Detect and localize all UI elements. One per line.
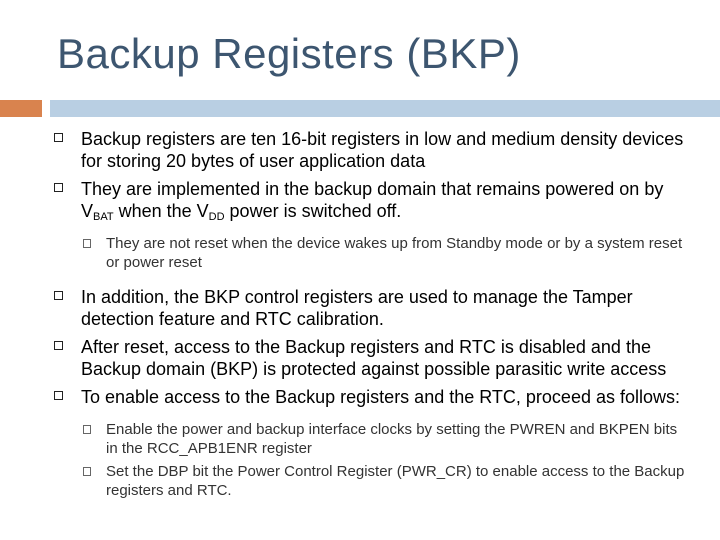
sub-bullet-text: Set the DBP bit the Power Control Register (PWR_CR) to enable access to the Backup registers and RTC. bbox=[106, 463, 685, 499]
sub-bullet-text: Enable the power and backup interface clocks by setting the PWREN and BKPEN bits in the RCC_APB1ENR register bbox=[106, 421, 678, 457]
bullet-item bbox=[0, 178, 720, 222]
square-bullet-icon bbox=[54, 183, 63, 192]
sub-bullet-item bbox=[0, 234, 720, 272]
bullet-item bbox=[0, 286, 720, 330]
bullet-text: They are implemented in the backup domain that remains powered on by V bbox=[81, 179, 664, 221]
bullet-item bbox=[0, 128, 720, 172]
bullet-text: when the V bbox=[113, 201, 209, 221]
square-sub-bullet-icon bbox=[83, 467, 91, 476]
bullet-text: power is switched off. bbox=[224, 201, 402, 221]
bullet-item bbox=[0, 336, 720, 380]
square-bullet-icon bbox=[54, 341, 63, 350]
sub-bullet-item bbox=[0, 420, 720, 458]
bullet-text: After reset, access to the Backup registers and RTC is disabled and the Backup domain (BKP) is protected against possible parasitic write access bbox=[81, 337, 667, 379]
bullet-text: Backup registers are ten 16-bit registers in low and medium density devices for storing 20 bytes of user application data bbox=[81, 129, 684, 171]
subscript-dd: DD bbox=[208, 211, 225, 223]
bullet-text: In addition, the BKP control registers are used to manage the Tamper detection feature and RTC calibration. bbox=[81, 287, 633, 329]
square-sub-bullet-icon bbox=[83, 239, 91, 248]
sub-bullet-item bbox=[0, 462, 720, 500]
slide-title: Backup Registers (BKP) bbox=[57, 30, 521, 77]
title-accent-bar bbox=[0, 100, 42, 117]
square-sub-bullet-icon bbox=[83, 425, 91, 434]
bullet-item bbox=[0, 386, 720, 408]
title-divider-bar bbox=[50, 100, 720, 117]
subscript-bat: BAT bbox=[93, 211, 114, 223]
square-bullet-icon bbox=[54, 133, 63, 142]
square-bullet-icon bbox=[54, 291, 63, 300]
sub-bullet-text: They are not reset when the device wakes up from Standby mode or by a system reset or power reset bbox=[106, 235, 683, 271]
square-bullet-icon bbox=[54, 391, 63, 400]
bullet-text: To enable access to the Backup registers and the RTC, proceed as follows: bbox=[81, 387, 680, 407]
slide-body bbox=[0, 128, 720, 504]
